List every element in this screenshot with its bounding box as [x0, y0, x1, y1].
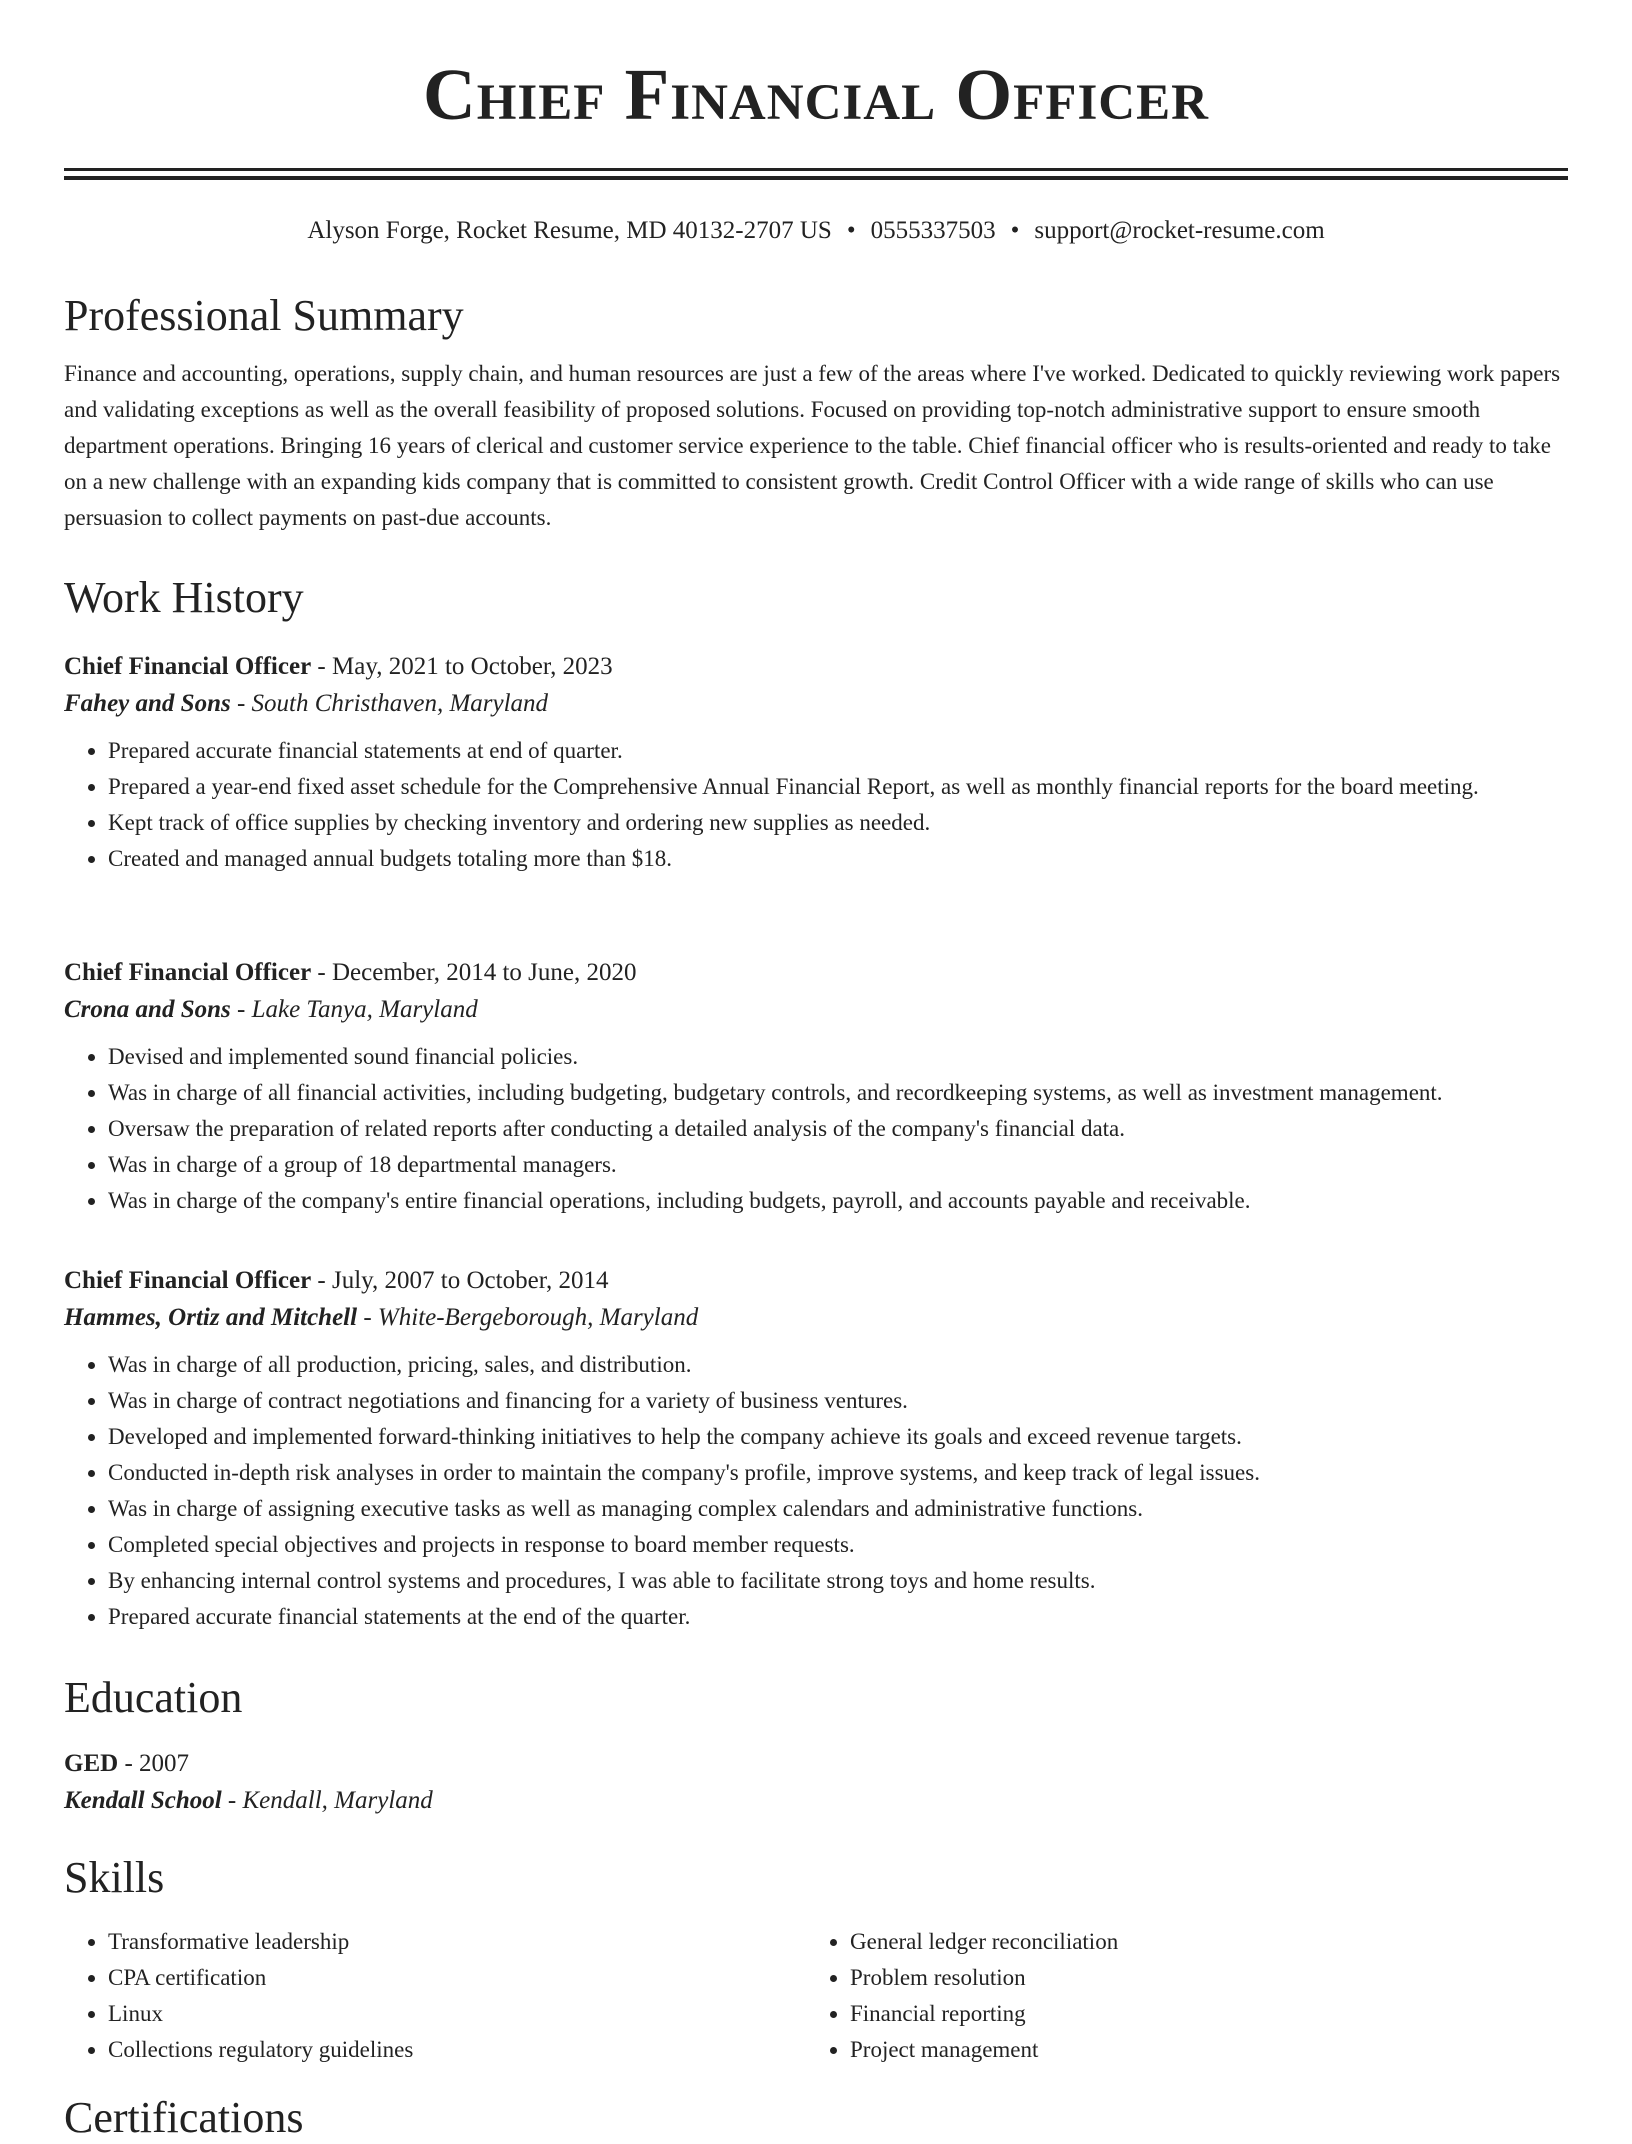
education-section	[64, 1672, 1568, 1724]
job-entry	[64, 955, 1568, 1219]
job-location: South Christhaven, Maryland	[251, 690, 549, 717]
resume-name-title: Chief Financial Officer	[423, 54, 1209, 135]
list-item: • Was in charge of the company's entire financial operations, including budgets, payroll, and accounts payable and receivable.	[108, 1183, 1568, 1219]
list-item: • Prepared accurate financial statements at the end of the quarter.	[108, 1599, 1568, 1635]
job-company: Fahey and Sons	[64, 690, 231, 717]
job-bullets	[64, 733, 1568, 877]
list-item: • Completed special objectives and projects in response to board member requests.	[108, 1527, 1568, 1563]
education-location: Kendall, Maryland	[242, 1787, 433, 1814]
job-dates: July, 2007 to October, 2014	[332, 1267, 609, 1294]
list-item: • General ledger reconciliation	[850, 1924, 1118, 1960]
job-company-line: Crona and Sons - Lake Tanya, Maryland	[64, 996, 478, 1023]
job-dates: December, 2014 to June, 2020	[332, 959, 637, 986]
education-year: 2007	[139, 1750, 190, 1777]
list-item: • CPA certification	[108, 1960, 413, 1996]
skills-section	[64, 1852, 1568, 1904]
list-item: • Kept track of office supplies by checking inventory and ordering new supplies as needed.	[108, 805, 1568, 841]
contact-email: support@rocket-resume.com	[1034, 217, 1325, 244]
job-header: Chief Financial Officer - July, 2007 to October, 2014	[64, 1267, 609, 1294]
summary-heading: Professional Summary	[64, 291, 464, 340]
list-item: • Prepared accurate financial statements at end of quarter.	[108, 733, 1568, 769]
skills-column-1	[64, 1924, 413, 2068]
job-location: Lake Tanya, Maryland	[251, 996, 478, 1023]
job-bullets	[64, 1347, 1568, 1635]
job-header: Chief Financial Officer - May, 2021 to October, 2023	[64, 653, 613, 680]
job-dates: May, 2021 to October, 2023	[332, 653, 613, 680]
list-item: • Financial reporting	[850, 1996, 1118, 2032]
list-item: • Was in charge of all production, pricing, sales, and distribution.	[108, 1347, 1568, 1383]
summary-text: Finance and accounting, operations, supply chain, and human resources are just a few of the areas where I've worked. Dedicated to quickly reviewing work papers and validating exceptions as well as the overall feasibility of proposed solutions. Focused on providing top-notch administrative support to ensure smooth department operations. Bringing 16 years of clerical and customer service experience to the table. Chief financial officer who is results-oriented and ready to take on a new challenge with an expanding kids company that is committed to consistent growth. Credit Control Officer with a wide range of skills who can use persuasion to collect payments on past-due accounts.	[64, 361, 1561, 530]
job-bullets	[64, 1039, 1568, 1219]
job-header: Chief Financial Officer - December, 2014 to June, 2020	[64, 959, 637, 986]
list-item: • Was in charge of all financial activities, including budgeting, budgetary controls, and recordkeeping systems, as well as investment management.	[108, 1075, 1568, 1111]
education-header: GED - 2007	[64, 1750, 190, 1777]
list-item: • Was in charge of contract negotiations and financing for a variety of business ventures.	[108, 1383, 1568, 1419]
job-company-line: Hammes, Ortiz and Mitchell - White-Bergeborough, Maryland	[64, 1304, 699, 1331]
summary-section	[64, 290, 1568, 536]
contact-separator: •	[1010, 217, 1020, 244]
contact-separator: •	[846, 217, 856, 244]
job-entry	[64, 1263, 1568, 1635]
job-company-line: Fahey and Sons - South Christhaven, Maryland	[64, 690, 549, 717]
work-heading: Work History	[64, 573, 304, 622]
list-item: • Developed and implemented forward-thinking initiatives to help the company achieve its goals and exceed revenue targets.	[108, 1419, 1568, 1455]
list-item: • Was in charge of assigning executive tasks as well as managing complex calendars and administrative functions.	[108, 1491, 1568, 1527]
list-item: • Prepared a year-end fixed asset schedule for the Comprehensive Annual Financial Report, as well as monthly financial reports for the board meeting.	[108, 769, 1568, 805]
education-entry	[64, 1746, 1568, 1820]
list-item: • Conducted in-depth risk analyses in order to maintain the company's profile, improve systems, and keep track of legal issues.	[108, 1455, 1568, 1491]
contact-line	[64, 216, 1568, 246]
list-item: • Transformative leadership	[108, 1924, 413, 1960]
skills-column-2	[806, 1924, 1118, 2068]
education-school-line: Kendall School - Kendall, Maryland	[64, 1787, 433, 1814]
list-item: • Project management	[850, 2032, 1118, 2068]
job-role: Chief Financial Officer	[64, 653, 312, 680]
job-company: Hammes, Ortiz and Mitchell	[64, 1304, 358, 1331]
list-item: • Was in charge of a group of 18 departmental managers.	[108, 1147, 1568, 1183]
header-rule-bottom	[64, 176, 1568, 180]
list-item: • Linux	[108, 1996, 413, 2032]
education-school: Kendall School	[64, 1787, 222, 1814]
education-heading: Education	[64, 1673, 243, 1722]
job-company: Crona and Sons	[64, 996, 231, 1023]
contact-address: Alyson Forge, Rocket Resume, MD 40132-2707 US	[307, 217, 832, 244]
contact-phone: 0555337503	[870, 217, 996, 244]
list-item: • By enhancing internal control systems and procedures, I was able to facilitate strong toys and home results.	[108, 1563, 1568, 1599]
list-item: • Problem resolution	[850, 1960, 1118, 1996]
work-section	[64, 572, 1568, 624]
education-degree: GED	[64, 1750, 119, 1777]
list-item: • Oversaw the preparation of related reports after conducting a detailed analysis of the company's financial data.	[108, 1111, 1568, 1147]
job-role: Chief Financial Officer	[64, 959, 312, 986]
header-rule-top	[64, 168, 1568, 171]
job-role: Chief Financial Officer	[64, 1267, 312, 1294]
list-item: • Collections regulatory guidelines	[108, 2032, 413, 2068]
certifications-heading: Certifications	[64, 2093, 304, 2142]
job-entry	[64, 649, 1568, 877]
job-location: White-Bergeborough, Maryland	[377, 1304, 699, 1331]
list-item: • Devised and implemented sound financial policies.	[108, 1039, 1568, 1075]
skills-heading: Skills	[64, 1853, 165, 1902]
list-item: • Created and managed annual budgets totaling more than $18.	[108, 841, 1568, 877]
